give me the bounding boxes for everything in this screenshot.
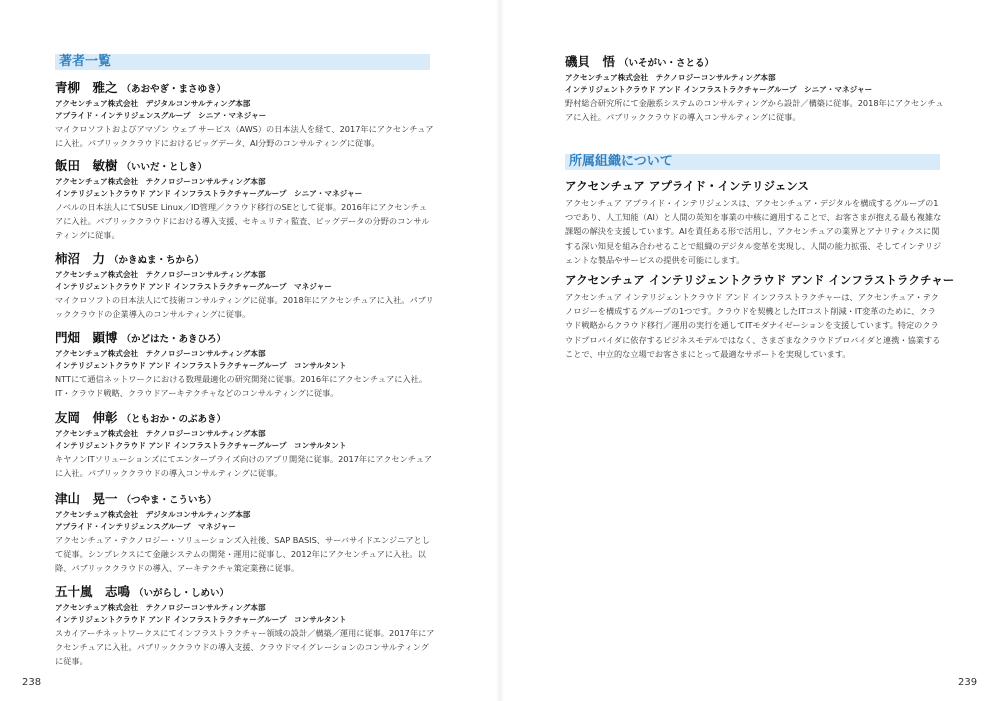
author-name-text: 飯田 敏樹 (55, 158, 118, 173)
author-entry-tsuyama (55, 491, 435, 575)
author-group: インテリジェントクラウド アンド インフラストラクチャーグループ コンサルタント (55, 361, 347, 370)
author-entry-iida (55, 158, 435, 242)
book-gutter (496, 0, 504, 701)
author-name (55, 330, 435, 348)
page-number-left: 238 (22, 677, 42, 688)
author-name-text: 五十嵐 志鳴 (55, 584, 131, 599)
author-affiliation: アクセンチュア株式会社 テクノロジーコンサルティング本部 (55, 429, 266, 438)
author-name-text: 門畑 顕博 (55, 330, 118, 345)
author-reading: （いがらし・しめい） (134, 588, 230, 599)
author-name-text: 津山 晃一 (55, 491, 118, 506)
author-affiliation: アクセンチュア株式会社 テクノロジーコンサルティング本部 (55, 270, 266, 279)
author-bio: NTTにて通信ネットワークにおける数理最適化の研究開発に従事。2016年にアクセンチュアに入社。IT・クラウド戦略、クラウドアーキテクチャなどのコンサルティングに従事。 (55, 374, 428, 398)
author-entry-kadohata (55, 330, 435, 400)
author-name (55, 584, 435, 602)
author-group: アプライド・インテリジェンスグループ マネジャー (55, 522, 236, 531)
author-bio: キヤノンITソリューションズにてエンタープライズ向けのアプリ開発に従事。2017年にアクセンチュアに入社。パブリッククラウドの導入コンサルティングに従事。 (55, 454, 433, 478)
org-applied-intelligence (565, 178, 943, 267)
page-number-right: 239 (958, 677, 978, 688)
author-reading: （いそがい・さとる） (619, 58, 715, 69)
author-affiliation: アクセンチュア株式会社 デジタルコンサルティング本部 (55, 99, 251, 108)
author-group: インテリジェントクラウド アンド インフラストラクチャーグループ コンサルタント (55, 615, 347, 624)
author-group: インテリジェントクラウド アンド インフラストラクチャーグループ マネジャー (55, 282, 332, 291)
org-intelligent-cloud (565, 272, 955, 361)
author-entry-igarashi (55, 584, 435, 668)
author-bio: スカイアーチネットワークスにてインフラストラクチャー領域の設計／構築／運用に従事。2017年にアクセンチュアに入社。パブリッククラウドの導入支援、クラウドマイグレーションのコンサルティングに従事。 (55, 628, 435, 666)
author-name (55, 410, 435, 428)
organizations-heading: 所属組織について (565, 154, 940, 170)
author-affiliation: アクセンチュア株式会社 テクノロジーコンサルティング本部 (55, 177, 266, 186)
org-title: アクセンチュア インテリジェントクラウド アンド インフラストラクチャー (565, 273, 955, 287)
authors-heading: 著者一覧 (55, 54, 430, 70)
author-affiliation: アクセンチュア株式会社 テクノロジーコンサルティング本部 (55, 349, 266, 358)
author-name (55, 251, 435, 269)
author-bio: ノベルの日本法人にてSUSE Linux／ID管理／クラウド移行のSEとして従事。2016年にアクセンチュアに入社。パブリッククラウドにおける導入支援、セキュリティ監査、ビッグデータの分野のコンサルティングに従事。 (55, 202, 430, 240)
author-name (565, 54, 945, 72)
author-reading: （ともおか・のぶあき） (121, 414, 227, 425)
author-bio: アクセンチュア・テクノロジー・ソリューションズ入社後、SAP BASIS、サーバサイドエンジニアとして従事。シンプレクスにて金融システムの開発・運用に従事し、2012年にアクセンチュアに入社。以降、パブリッククラウドの導入、アーキテクチャ策定業務に従事。 (55, 535, 430, 573)
author-bio: 野村総合研究所にて金融系システムのコンサルティングから設計／構築に従事。2018年にアクセンチュアに入社。パブリッククラウドの導入コンサルティングに従事。 (565, 98, 944, 122)
author-name (55, 158, 435, 176)
author-reading: （あおやぎ・まさゆき） (121, 84, 227, 95)
author-entry-isogai (565, 54, 945, 124)
author-group: アプライド・インテリジェンスグループ シニア・マネジャー (55, 111, 267, 120)
org-title: アクセンチュア アプライド・インテリジェンス (565, 179, 809, 193)
author-affiliation: アクセンチュア株式会社 デジタルコンサルティング本部 (55, 510, 251, 519)
author-entry-aoyagi (55, 80, 435, 150)
author-affiliation: アクセンチュア株式会社 テクノロジーコンサルティング本部 (55, 603, 266, 612)
author-group: インテリジェントクラウド アンド インフラストラクチャーグループ コンサルタント (55, 441, 347, 450)
org-description: アクセンチュア アプライド・インテリジェンスは、アクセンチュア・デジタルを構成するグループの1つであり、人工知能（AI）と人間の英知を事業の中核に適用することで、お客さまが抱える最も複雑な課題の解決を支援しています。AIを責任ある形で活用し、アクセンチュアの業界とアナリティクスに関する深い知見を組み合わせることで組織のデジタル変革を実現し、人間の能力拡張、そしてインテリジェントな製品やサービスの提供を可能にします。 (565, 198, 942, 265)
author-name-text: 柿沼 力 (55, 251, 106, 266)
author-name-text: 青柳 雅之 (55, 80, 118, 95)
author-group: インテリジェントクラウド アンド インフラストラクチャーグループ シニア・マネジャー (565, 85, 873, 94)
author-name-text: 磯貝 悟 (565, 54, 616, 69)
author-affiliation: アクセンチュア株式会社 テクノロジーコンサルティング本部 (565, 73, 776, 82)
author-bio: マイクロソフトの日本法人にて技術コンサルティングに従事。2018年にアクセンチュアに入社。パブリッククラウドの企業導入のコンサルティングに従事。 (55, 295, 434, 319)
author-reading: （かどはた・あきひろ） (121, 334, 227, 345)
author-reading: （つやま・こういち） (121, 495, 217, 506)
author-entry-kakinuma (55, 251, 435, 321)
author-bio: マイクロソフトおよびアマゾン ウェブ サービス（AWS）の日本法人を経て、2017年にアクセンチュアに入社。パブリッククラウドにおけるビッグデータ、AI分野のコンサルティングに従事。 (55, 124, 434, 148)
author-name-text: 友岡 伸彰 (55, 410, 118, 425)
author-entry-tomooka (55, 410, 435, 480)
author-name (55, 80, 435, 98)
author-reading: （かきぬま・ちから） (109, 255, 205, 266)
author-name (55, 491, 435, 509)
author-reading: （いいだ・としき） (121, 162, 208, 173)
org-description: アクセンチュア インテリジェントクラウド アンド インフラストラクチャーは、アクセンチュア・テクノロジーを構成するグループの1つです。クラウドを契機としたITコスト削減・IT変革のために、クラウド戦略からクラウド移行／運用の実行を通してITモダナイゼーションを支援しています。特定のクラウドプロバイダに依存するビジネスモデルではなく、さまざまなクラウドプロバイダと連携・協業することで、中立的な立場でお客さまにとって最適なサポートを実現しています。 (565, 292, 941, 359)
author-group: インテリジェントクラウド アンド インフラストラクチャーグループ シニア・マネジャー (55, 189, 363, 198)
